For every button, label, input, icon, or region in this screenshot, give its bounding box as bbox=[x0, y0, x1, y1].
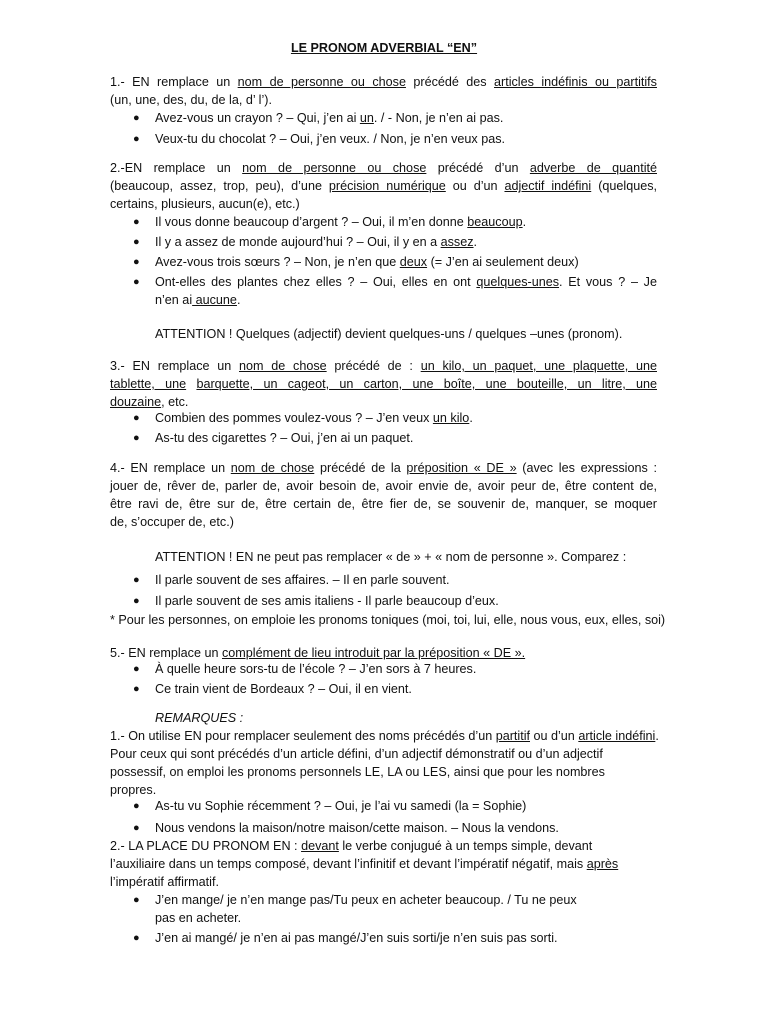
bullet-icon: ● bbox=[133, 236, 140, 248]
section-4-line-4: de, s’occuper de, etc.) bbox=[110, 515, 234, 529]
bullet-icon: ● bbox=[133, 822, 140, 834]
footnote: * Pour les personnes, on emploie les pronoms toniques (moi, toi, lui, elle, nous vous, eux, elles, soi) bbox=[110, 613, 666, 627]
section-3-line-2: tablette, une barquette, un cageot, un carton, une boîte, une bouteille, un litre, une bbox=[110, 377, 658, 391]
section-3-line-1: 3.- EN remplace un nom de chose précédé de : un kilo, un paquet, une plaquette, une bbox=[110, 359, 657, 373]
list-item: Il vous donne beaucoup d’argent ? – Oui, il m’en donne beaucoup. bbox=[155, 215, 527, 229]
remarque-1-line-3: possessif, on emploi les pronoms personnels LE, LA ou LES, ainsi que pour les nombres bbox=[110, 765, 605, 779]
list-item: Nous vendons la maison/notre maison/cette maison. – Nous la vendons. bbox=[155, 821, 559, 835]
list-item: À quelle heure sors-tu de l’école ? – J’en sors à 7 heures. bbox=[155, 662, 477, 676]
bullet-icon: ● bbox=[133, 412, 140, 424]
list-item: J’en ai mangé/ je n’en ai pas mangé/J’en suis sorti/je n’en suis pas sorti. bbox=[155, 931, 558, 945]
remarque-2-line-3: l’impératif affirmatif. bbox=[110, 875, 219, 889]
section-2-line-1: 2.-EN remplace un nom de personne ou chose précédé d’un adverbe de quantité bbox=[110, 161, 657, 175]
remarque-1-line-2: Pour ceux qui sont précédés d’un article défini, d’un adjectif démonstratif ou d’un adjectif bbox=[110, 747, 603, 761]
bullet-icon: ● bbox=[133, 663, 140, 675]
list-item: Avez-vous trois sœurs ? – Non, je n’en que deux (= J’en ai seulement deux) bbox=[155, 255, 579, 269]
remarque-1-line-4: propres. bbox=[110, 783, 157, 797]
bullet-icon: ● bbox=[133, 112, 140, 124]
section-4-line-2: jouer de, rêver de, parler de, avoir besoin de, avoir envie de, avoir peur de, être content de, bbox=[110, 479, 657, 493]
bullet-icon: ● bbox=[133, 133, 140, 145]
list-item: Il y a assez de monde aujourd’hui ? – Oui, il y en a assez. bbox=[155, 235, 478, 249]
remarque-1-line-1: 1.- On utilise EN pour remplacer seulement des noms précédés d’un partitif ou d’un article indéfini. bbox=[110, 729, 659, 743]
section-1-line-2: (un, une, des, du, de la, d’ l’). bbox=[110, 93, 272, 107]
remarques-heading: REMARQUES : bbox=[155, 711, 244, 725]
attention-note: ATTENTION ! Quelques (adjectif) devient quelques-uns / quelques –unes (pronom). bbox=[155, 327, 623, 341]
bullet-icon: ● bbox=[133, 276, 140, 288]
list-item: Il parle souvent de ses amis italiens - Il parle beaucoup d’eux. bbox=[155, 594, 499, 608]
list-item: Combien des pommes voulez-vous ? – J’en veux un kilo. bbox=[155, 411, 473, 425]
bullet-icon: ● bbox=[133, 216, 140, 228]
remarque-2-line-1: 2.- LA PLACE DU PRONOM EN : devant le verbe conjugué à un temps simple, devant bbox=[110, 839, 593, 853]
list-item: Ont-elles des plantes chez elles ? – Oui, elles en ont quelques-unes. Et vous ? – Je bbox=[155, 275, 657, 289]
list-item: As-tu des cigarettes ? – Oui, j’en ai un paquet. bbox=[155, 431, 414, 445]
bullet-icon: ● bbox=[133, 256, 140, 268]
bullet-icon: ● bbox=[133, 683, 140, 695]
section-4-line-3: être ravi de, être sur de, être certain de, être fier de, se souvenir de, manquer, se moquer bbox=[110, 497, 657, 511]
list-item: Veux-tu du chocolat ? – Oui, j’en veux. / Non, je n’en veux pas. bbox=[155, 132, 506, 146]
bullet-icon: ● bbox=[133, 432, 140, 444]
section-3-line-3: douzaine, etc. bbox=[110, 395, 189, 409]
section-4-line-1: 4.- EN remplace un nom de chose précédé de la préposition « DE » (avec les expressions : bbox=[110, 461, 657, 475]
section-2-line-3: certains, plusieurs, aucun(e), etc.) bbox=[110, 197, 300, 211]
list-item: Ce train vient de Bordeaux ? – Oui, il en vient. bbox=[155, 682, 412, 696]
list-item: J’en mange/ je n’en mange pas/Tu peux en acheter beaucoup. / Tu ne peux bbox=[155, 893, 577, 907]
bullet-icon: ● bbox=[133, 932, 140, 944]
list-item: Avez-vous un crayon ? – Qui, j’en ai un. / - Non, je n’en ai pas. bbox=[155, 111, 504, 125]
section-5-line-1: 5.- EN remplace un complément de lieu introduit par la préposition « DE ». bbox=[110, 646, 526, 660]
page-title: LE PRONOM ADVERBIAL “EN” bbox=[290, 41, 478, 55]
bullet-icon: ● bbox=[133, 894, 140, 906]
list-item: Il parle souvent de ses affaires. – Il en parle souvent. bbox=[155, 573, 450, 587]
section-1-line-1: 1.- EN remplace un nom de personne ou chose précédé des articles indéfinis ou partitifs bbox=[110, 75, 657, 89]
list-item-continuation: n’en ai aucune. bbox=[155, 293, 241, 307]
bullet-icon: ● bbox=[133, 574, 140, 586]
bullet-icon: ● bbox=[133, 595, 140, 607]
remarque-2-line-2: l’auxiliaire dans un temps composé, devant l’infinitif et devant l’impératif négatif, mais après bbox=[110, 857, 619, 871]
list-item: As-tu vu Sophie récemment ? – Oui, je l’ai vu samedi (la = Sophie) bbox=[155, 799, 527, 813]
attention-note: ATTENTION ! EN ne peut pas remplacer « de » + « nom de personne ». Comparez : bbox=[155, 550, 627, 564]
bullet-icon: ● bbox=[133, 800, 140, 812]
section-2-line-2: (beaucoup, assez, trop, peu), d’une précision numérique ou d’un adjectif indéfini (quelques, bbox=[110, 179, 657, 193]
list-item-continuation: pas en acheter. bbox=[155, 911, 242, 925]
